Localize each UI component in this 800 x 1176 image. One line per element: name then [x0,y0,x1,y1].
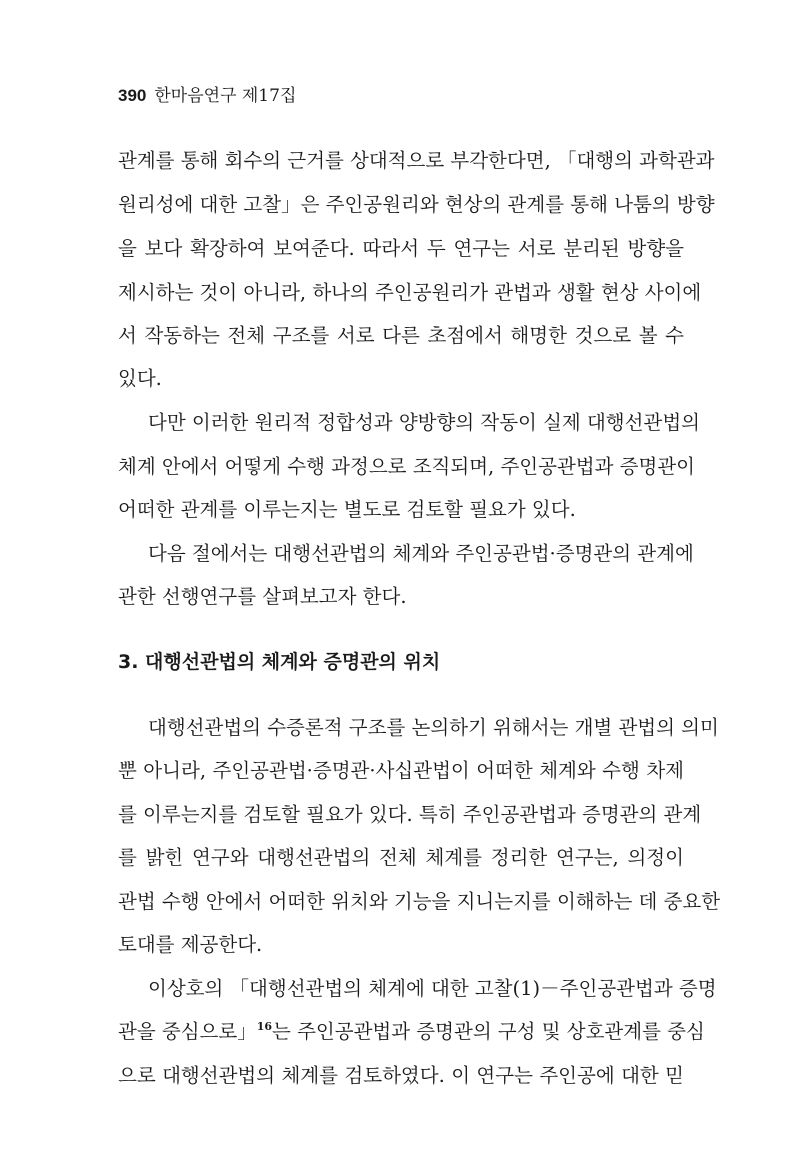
running-head [118,84,296,108]
text-line: 다만 이러한 원리적 정합성과 양방향의 작동이 실제 대행선관법의 [148,411,700,434]
text-line: 관계를 통해 회수의 근거를 상대적으로 부각한다면, 「대행의 과학관과 [118,149,715,172]
text-line: 체계 안에서 어떻게 수행 과정으로 조직되며, 주인공관법과 증명관이 [118,455,696,478]
text-line: 다음 절에서는 대행선관법의 체계와 주인공관법·증명관의 관계에 [148,542,694,565]
text-line: 이상호의 「대행선관법의 체계에 대한 고찰(1)－주인공관법과 증명 [148,977,717,1000]
text-fragment: 는 주인공관법과 증명관의 구성 및 상호관계를 중심 [272,1020,705,1043]
text-line: 대행선관법의 수증론적 구조를 논의하기 위해서는 개별 관법의 의미 [148,716,719,739]
section-heading: 3. 대행선관법의 체계와 증명관의 위치 [118,651,441,673]
text-line: 원리성에 대한 고찰」은 주인공원리와 현상의 관계를 통해 나툼의 방향 [118,193,715,216]
text-line: 제시하는 것이 아니라, 하나의 주인공원리가 관법과 생활 현상 사이에 [118,281,702,304]
text-line: 으로 대행선관법의 체계를 검토하였다. 이 연구는 주인공에 대한 믿 [118,1064,684,1087]
text-line: 서 작동하는 전체 구조를 서로 다른 초점에서 해명한 것으로 볼 수 [118,324,684,347]
text-fragment: 관을 중심으로」 [118,1020,257,1043]
text-line: 뿐 아니라, 주인공관법·증명관·사십관법이 어떠한 체계와 수행 차제 [118,759,684,782]
text-line: 을 보다 확장하여 보여준다. 따라서 두 연구는 서로 분리된 방향을 [118,237,684,260]
text-line: 있다. [118,367,162,390]
text-line [118,1019,705,1045]
text-line: 관법 수행 안에서 어떠한 위치와 기능을 지니는지를 이해하는 데 중요한 [118,890,721,913]
text-line: 어떠한 관계를 이루는지는 별도로 검토할 필요가 있다. [118,498,576,521]
text-line: 관한 선행연구를 살펴보고자 한다. [118,585,407,608]
text-line: 를 이루는지를 검토할 필요가 있다. 특히 주인공관법과 증명관의 관계 [118,803,702,826]
journal-title: 한마음연구 제17집 [154,86,297,106]
footnote-ref[interactable]: 16 [256,1020,273,1033]
text-line: 를 밝힌 연구와 대행선관법의 전체 체계를 정리한 연구는, 의정이 [118,846,684,869]
text-line: 토대를 제공한다. [118,933,263,956]
page-number: 390 [118,86,147,105]
